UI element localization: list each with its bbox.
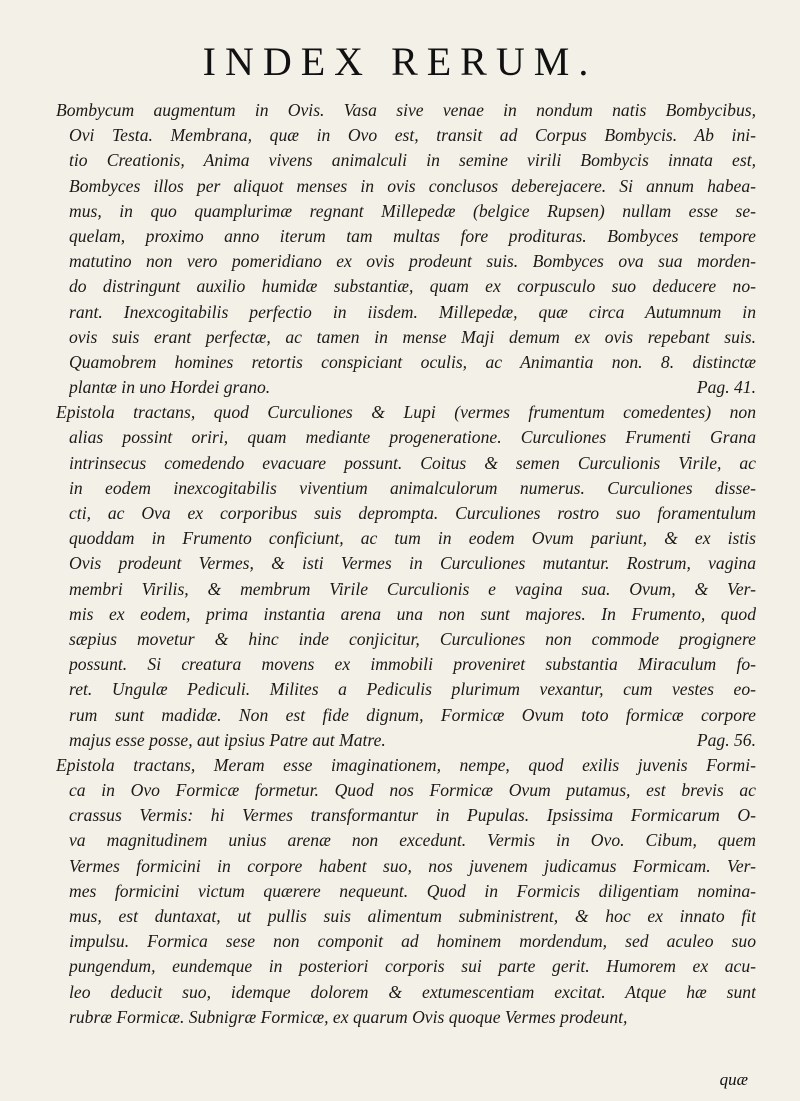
entry-line: [69, 602, 756, 627]
entry-line-text: quelam, proximo anno iterum tam multas fore prodituras. Bombyces tempore: [69, 225, 756, 246]
index-text-block: [56, 98, 756, 1030]
entry-line: [69, 803, 756, 828]
entry-line: [69, 703, 756, 728]
entry-line: [69, 904, 756, 929]
entry-line-text: plantæ in uno Hordei grano.: [69, 377, 271, 398]
entry-line-text: impulsu. Formica sese non componit ad hominem mordendum, sed aculeo suo: [69, 931, 756, 952]
entry-line: [69, 828, 756, 853]
entry-line: [69, 577, 756, 602]
entry-line: [56, 753, 756, 778]
entry-line: [56, 400, 756, 425]
entry-line: [69, 677, 756, 702]
entry-line: [69, 879, 756, 904]
entry-line-text: majus esse posse, aut ipsius Patre aut Matre.: [69, 729, 386, 750]
entry-line: [69, 451, 756, 476]
entry-line-text: rant. Inexcogitabilis perfectio in iisdem. Millepedæ, quæ circa Autumnum in: [69, 301, 756, 322]
page-reference: Pag. 41.: [696, 377, 756, 398]
entry-line: [69, 778, 756, 803]
entry-line-text: tio Creationis, Anima vivens animalculi in semine virili Bombycis innata est,: [69, 150, 756, 171]
entry-line-text: leo deducit suo, idemque dolorem & extumescentiam excitat. Atque hæ sunt: [69, 981, 756, 1002]
entry-line-text: Ovi Testa. Membrana, quæ in Ovo est, transit ad Corpus Bombycis. Ab ini-: [69, 125, 756, 146]
entry-line: [69, 274, 756, 299]
entry-line: [69, 652, 756, 677]
index-entry: [56, 400, 756, 753]
entry-line-text: matutino non vero pomeridiano ex ovis prodeunt suis. Bombyces ova sua morden-: [69, 251, 756, 272]
entry-line: [69, 526, 756, 551]
entry-line: [69, 174, 756, 199]
entry-line-text: alias possint oriri, quam mediante progeneratione. Curculiones Frumenti Grana: [69, 427, 756, 448]
entry-line-text: ovis suis erant perfectæ, ac tamen in mense Maji demum ex ovis repebant suis.: [69, 326, 756, 347]
entry-line: [69, 123, 756, 148]
entry-line: [69, 224, 756, 249]
entry-line: [69, 501, 756, 526]
entry-line-text: Quamobrem homines retortis conspiciant oculis, ac Animantia non. 8. distinctæ: [69, 351, 756, 372]
entry-line: [56, 98, 756, 123]
entry-line-text: Bombyces illos per aliquot menses in ovis conclusos deberejacere. Si annum habea-: [69, 175, 756, 196]
entry-line: [69, 425, 756, 450]
entry-line: [69, 980, 756, 1005]
entry-line-text: ret. Ungulæ Pediculi. Milites a Pediculis plurimum vexantur, cum vestes eo-: [69, 679, 756, 700]
entry-line-text: possunt. Si creatura movens ex immobili proveniret substantia Miraculum fo-: [69, 654, 756, 675]
entry-line: [69, 551, 756, 576]
entry-line: [69, 728, 756, 753]
running-head-title: INDEX RERUM.: [202, 39, 598, 84]
entry-line-text: Ovis prodeunt Vermes, & isti Vermes in Curculiones mutantur. Rostrum, vagina: [69, 553, 756, 574]
entry-line-text: cti, ac Ova ex corporibus suis deprompta. Curculiones rostro suo foramentulum: [69, 503, 756, 523]
catchword: quæ: [719, 1070, 748, 1089]
entry-line-text: membri Virilis, & membrum Virile Curculionis e vagina sua. Ovum, & Ver-: [69, 578, 756, 599]
entry-line: [69, 1005, 756, 1030]
entry-line-text: mus, est duntaxat, ut pullis suis alimentum subministrent, & hoc ex innato fit: [69, 906, 756, 926]
index-entry: [56, 753, 756, 1030]
page-reference: Pag. 56.: [696, 729, 756, 750]
entry-line-text: Vermes formicini in corpore habent suo, nos juvenem judicamus Formicam. Ver-: [69, 855, 756, 876]
entry-line-text: crassus Vermis: hi Vermes transformantur in Pupulas. Ipsissima Formicarum O-: [69, 805, 756, 826]
entry-line-text: mes formicini victum quærere nequeunt. Quod in Formicis diligentiam nomina-: [69, 880, 756, 901]
entry-line: [69, 148, 756, 173]
entry-line-text: Epistola tractans, Meram esse imaginationem, nempe, quod exilis juvenis Formi-: [56, 754, 756, 775]
entry-line-text: rubræ Formicæ. Subnigræ Formicæ, ex quarum Ovis quoque Vermes prodeunt,: [69, 1006, 628, 1027]
entry-line-text: mus, in quo quamplurimæ regnant Millepedæ (belgice Rupsen) nullam esse se-: [69, 200, 756, 221]
entry-line: [69, 350, 756, 375]
entry-line: [69, 627, 756, 652]
index-entry: [56, 98, 756, 400]
entry-line: [69, 954, 756, 979]
entry-line-text: Bombycum augmentum in Ovis. Vasa sive venae in nondum natis Bombycibus,: [56, 100, 756, 120]
entry-line: [69, 199, 756, 224]
entry-line: [69, 325, 756, 350]
entry-line-text: va magnitudinem unius arenæ non excedunt. Vermis in Ovo. Cibum, quem: [69, 830, 756, 851]
entry-line-text: ca in Ovo Formicæ formetur. Quod nos Formicæ Ovum putamus, est brevis ac: [69, 780, 756, 801]
entry-line: [69, 300, 756, 325]
entry-line-text: in eodem inexcogitabilis viventium animalculorum numerus. Curculiones disse-: [69, 477, 756, 498]
entry-line-text: sæpius movetur & hinc inde conjicitur, Curculiones non commode progignere: [69, 628, 756, 649]
entry-line: [69, 854, 756, 879]
entry-line: [69, 249, 756, 274]
entry-line-text: intrinsecus comedendo evacuare possunt. Coitus & semen Curculionis Virile, ac: [69, 452, 756, 473]
entry-line-text: do distringunt auxilio humidæ substantiæ, quam ex corpusculo suo deducere no-: [69, 276, 756, 297]
entry-line-text: pungendum, eundemque in posteriori corporis sui parte gerit. Humorem ex acu-: [69, 956, 756, 977]
entry-line: [69, 375, 756, 400]
entry-line-text: rum sunt madidæ. Non est fide dignum, Formicæ Ovum toto formicæ corpore: [69, 704, 756, 725]
entry-line-text: quoddam in Frumento conficiunt, ac tum in eodem Ovum pariunt, & ex istis: [69, 528, 756, 549]
entry-line-text: mis ex eodem, prima instantia arena una non sunt majores. In Frumento, quod: [69, 603, 756, 624]
entry-line-text: Epistola tractans, quod Curculiones & Lupi (vermes frumentum comedentes) non: [56, 402, 756, 423]
entry-line: [69, 476, 756, 501]
entry-line: [69, 929, 756, 954]
